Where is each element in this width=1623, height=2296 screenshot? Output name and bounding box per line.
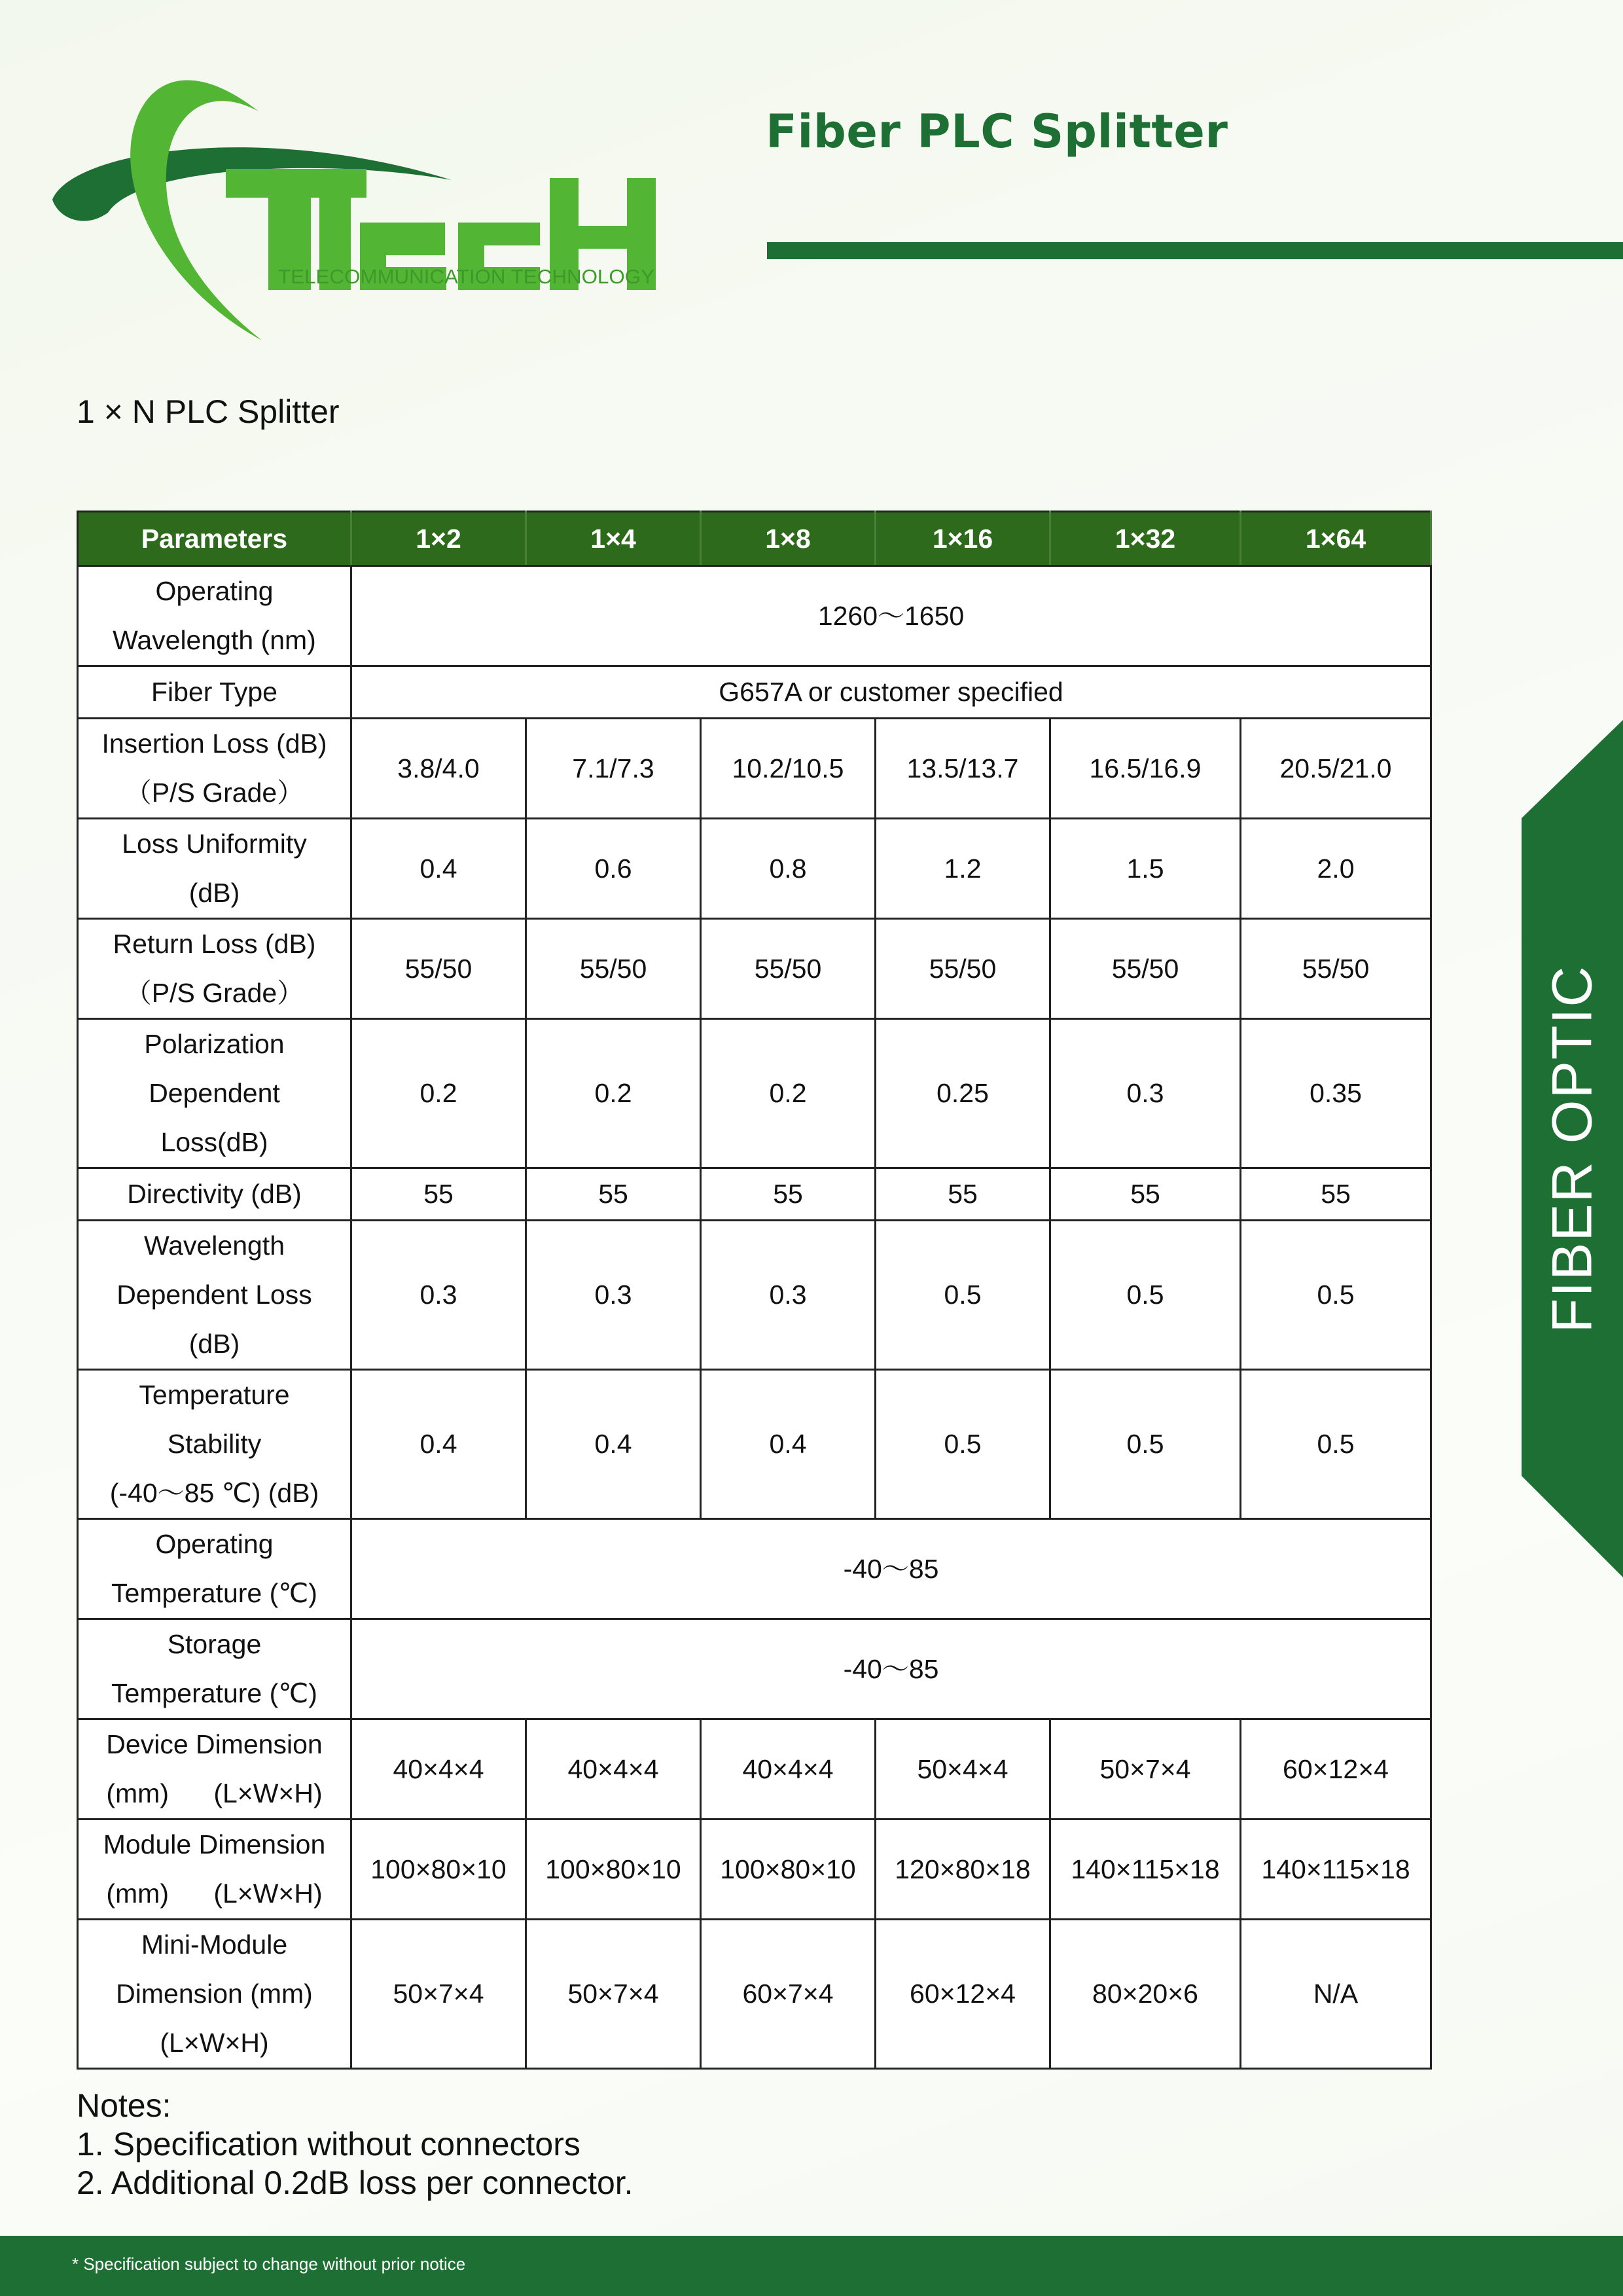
page-title: Fiber PLC Splitter — [766, 105, 1228, 158]
parameter-label-line: Operating — [155, 576, 274, 606]
logo-tagline: TELECOMMUNICATION TECHNOLOGY — [278, 265, 654, 288]
value-cell: 50×7×4 — [526, 1920, 701, 2069]
value-cell: 0.4 — [351, 1370, 526, 1519]
column-header: 1×8 — [701, 512, 876, 566]
value-cell: 0.3 — [701, 1221, 876, 1370]
table-row — [78, 819, 1431, 919]
value-cell: 0.4 — [526, 1370, 701, 1519]
table-row — [78, 1019, 1431, 1168]
parameter-label-line: Insertion Loss (dB) — [101, 728, 327, 759]
value-cell: 0.5 — [1241, 1370, 1431, 1519]
column-header: 1×64 — [1241, 512, 1431, 566]
value-cell: 0.5 — [1050, 1370, 1241, 1519]
parameter-label-line: Loss(dB) — [160, 1127, 268, 1157]
value-cell: 55 — [1050, 1168, 1241, 1221]
parameter-label-line: Wavelength (nm) — [113, 625, 316, 655]
logo-graphic — [46, 59, 674, 347]
value-cell: 7.1/7.3 — [526, 719, 701, 819]
note-item: 2. Additional 0.2dB loss per connector. — [77, 2164, 633, 2201]
value-cell: 100×80×10 — [351, 1820, 526, 1920]
parameter-cell — [78, 1019, 351, 1168]
table-row — [78, 1820, 1431, 1920]
parameter-cell — [78, 1719, 351, 1820]
value-cell: 1.2 — [876, 819, 1050, 919]
value-cell: 0.5 — [1241, 1221, 1431, 1370]
value-cell: 2.0 — [1241, 819, 1431, 919]
column-header: 1×4 — [526, 512, 701, 566]
value-cell: 0.2 — [351, 1019, 526, 1168]
parameter-label-line: Storage — [167, 1629, 262, 1659]
table-row — [78, 1519, 1431, 1619]
parameter-label-line: Device Dimension — [106, 1729, 323, 1759]
table-body — [78, 566, 1431, 2069]
value-cell: 20.5/21.0 — [1241, 719, 1431, 819]
value-cell: 55 — [526, 1168, 701, 1221]
parameter-label-line: Temperature — [139, 1380, 290, 1410]
column-header: 1×2 — [351, 512, 526, 566]
table-header-row — [78, 512, 1431, 566]
parameter-cell — [78, 1370, 351, 1519]
value-cell: 55/50 — [1050, 919, 1241, 1019]
value-cell: 60×12×4 — [1241, 1719, 1431, 1820]
value-cell: 1.5 — [1050, 819, 1241, 919]
value-cell: 50×7×4 — [1050, 1719, 1241, 1820]
parameter-label-line: (mm) (L×W×H) — [106, 1878, 323, 1909]
column-header-parameters: Parameters — [78, 512, 351, 566]
value-cell: 0.3 — [351, 1221, 526, 1370]
value-cell: 55/50 — [876, 919, 1050, 1019]
section-title: 1 × N PLC Splitter — [77, 393, 340, 430]
value-cell: 0.25 — [876, 1019, 1050, 1168]
footer-disclaimer: * Specification subject to change without prior notice — [72, 2254, 466, 2274]
parameter-cell — [78, 1920, 351, 2069]
parameter-label-line: Polarization — [144, 1029, 285, 1059]
value-cell: 13.5/13.7 — [876, 719, 1050, 819]
value-cell: 55/50 — [1241, 919, 1431, 1019]
parameter-label-line: Directivity (dB) — [127, 1179, 302, 1209]
value-cell: 0.5 — [1050, 1221, 1241, 1370]
side-tab-label: FIBER OPTIC — [1541, 965, 1603, 1333]
value-cell: 140×115×18 — [1241, 1820, 1431, 1920]
parameter-label-line: Dependent Loss — [116, 1280, 312, 1310]
parameter-label-line: Temperature (℃) — [111, 1678, 317, 1708]
value-cell-spanning: -40～85 — [351, 1619, 1431, 1719]
parameter-cell — [78, 566, 351, 666]
value-cell: 0.3 — [1050, 1019, 1241, 1168]
value-cell: 55 — [1241, 1168, 1431, 1221]
parameter-label-line: (L×W×H) — [160, 2028, 269, 2058]
value-cell: 0.4 — [351, 819, 526, 919]
value-cell: 16.5/16.9 — [1050, 719, 1241, 819]
value-cell: 55/50 — [351, 919, 526, 1019]
value-cell: 10.2/10.5 — [701, 719, 876, 819]
table-row — [78, 1719, 1431, 1820]
parameter-label-line: （P/S Grade） — [124, 978, 304, 1008]
table-row — [78, 1920, 1431, 2069]
value-cell-spanning: -40～85 — [351, 1519, 1431, 1619]
parameter-label-line: (mm) (L×W×H) — [106, 1778, 323, 1808]
table-row — [78, 1619, 1431, 1719]
parameter-label-line: Dependent — [149, 1078, 280, 1108]
parameter-cell — [78, 1820, 351, 1920]
value-cell: 40×4×4 — [526, 1719, 701, 1820]
value-cell: 40×4×4 — [701, 1719, 876, 1820]
parameter-label-line: Mini-Module — [141, 1929, 288, 1960]
table-row — [78, 1370, 1431, 1519]
value-cell: 55 — [876, 1168, 1050, 1221]
table-row — [78, 666, 1431, 719]
value-cell: 0.2 — [526, 1019, 701, 1168]
notes — [77, 2087, 633, 2202]
value-cell: 0.8 — [701, 819, 876, 919]
parameter-label-line: Wavelength — [144, 1230, 285, 1261]
parameter-label-line: Return Loss (dB) — [113, 929, 316, 959]
parameter-label-line: (dB) — [188, 878, 240, 908]
note-item: 1. Specification without connectors — [77, 2126, 580, 2162]
value-cell: 55 — [701, 1168, 876, 1221]
value-cell: N/A — [1241, 1920, 1431, 2069]
value-cell: 55/50 — [701, 919, 876, 1019]
parameter-label-line: Dimension (mm) — [116, 1979, 313, 2009]
parameter-cell — [78, 1168, 351, 1221]
value-cell: 140×115×18 — [1050, 1820, 1241, 1920]
parameter-label-line: Operating — [155, 1529, 274, 1559]
parameter-cell — [78, 719, 351, 819]
value-cell: 120×80×18 — [876, 1820, 1050, 1920]
value-cell: 40×4×4 — [351, 1719, 526, 1820]
side-tab-label-wrap — [1522, 720, 1623, 1577]
parameter-cell — [78, 1519, 351, 1619]
value-cell: 100×80×10 — [526, 1820, 701, 1920]
value-cell: 0.5 — [876, 1370, 1050, 1519]
value-cell: 80×20×6 — [1050, 1920, 1241, 2069]
value-cell: 60×7×4 — [701, 1920, 876, 2069]
parameter-label-line: Fiber Type — [151, 677, 277, 707]
value-cell-spanning: 1260～1650 — [351, 566, 1431, 666]
table-row — [78, 719, 1431, 819]
parameter-label-line: Temperature (℃) — [111, 1578, 317, 1608]
value-cell: 0.4 — [701, 1370, 876, 1519]
parameter-cell — [78, 819, 351, 919]
table-row — [78, 1221, 1431, 1370]
parameter-cell — [78, 919, 351, 1019]
value-cell: 0.5 — [876, 1221, 1050, 1370]
value-cell: 100×80×10 — [701, 1820, 876, 1920]
spec-table — [77, 511, 1432, 2070]
footer-bar — [0, 2236, 1623, 2296]
parameter-label-line: (-40～85 ℃) (dB) — [109, 1478, 319, 1508]
value-cell: 3.8/4.0 — [351, 719, 526, 819]
table-row — [78, 1168, 1431, 1221]
column-header: 1×16 — [876, 512, 1050, 566]
parameter-label-line: Loss Uniformity — [122, 829, 307, 859]
value-cell: 0.2 — [701, 1019, 876, 1168]
value-cell: 0.3 — [526, 1221, 701, 1370]
parameter-label-line: Module Dimension — [103, 1829, 326, 1859]
value-cell: 0.6 — [526, 819, 701, 919]
value-cell: 55 — [351, 1168, 526, 1221]
company-logo — [46, 59, 674, 347]
parameter-label-line: （P/S Grade） — [124, 778, 304, 808]
column-header: 1×32 — [1050, 512, 1241, 566]
notes-heading: Notes: — [77, 2087, 171, 2124]
parameter-cell — [78, 666, 351, 719]
value-cell: 60×12×4 — [876, 1920, 1050, 2069]
value-cell: 0.35 — [1241, 1019, 1431, 1168]
value-cell: 50×4×4 — [876, 1719, 1050, 1820]
value-cell-spanning: G657A or customer specified — [351, 666, 1431, 719]
table-row — [78, 919, 1431, 1019]
parameter-cell — [78, 1619, 351, 1719]
parameter-cell — [78, 1221, 351, 1370]
parameter-label-line: Stability — [167, 1429, 262, 1459]
value-cell: 50×7×4 — [351, 1920, 526, 2069]
parameter-label-line: (dB) — [188, 1329, 240, 1359]
table-row — [78, 566, 1431, 666]
title-divider — [767, 242, 1623, 259]
value-cell: 55/50 — [526, 919, 701, 1019]
